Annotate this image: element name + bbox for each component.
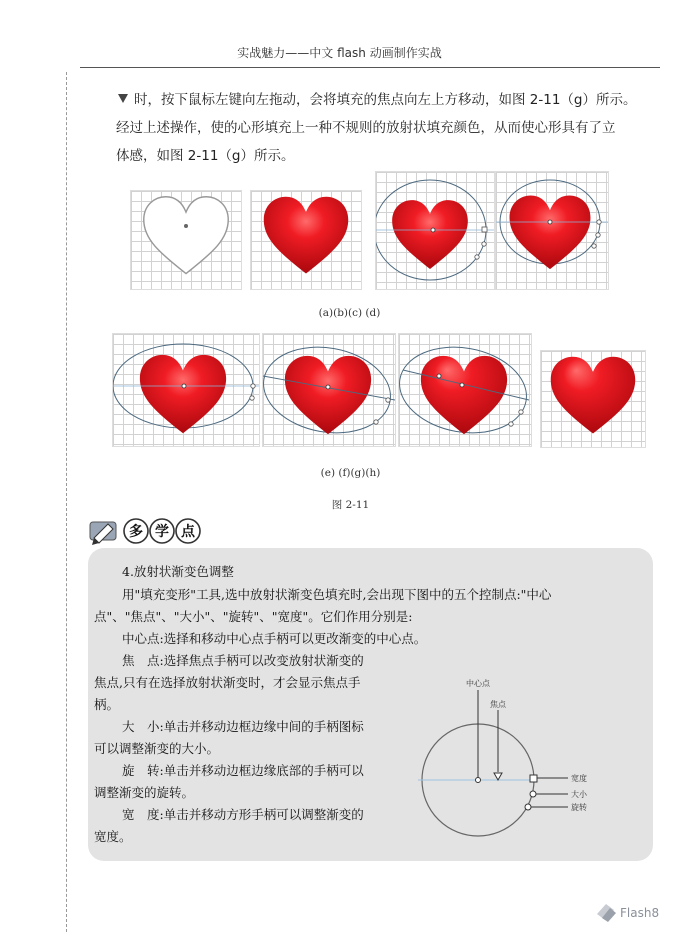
intro-line-1: 时，按下鼠标左键向左拖动，会将填充的焦点向左上方移动，如图 2-11（g）所示。 — [118, 86, 663, 114]
tip-line-12: 宽度。 — [94, 829, 132, 844]
center-point-handle — [476, 778, 481, 783]
intro-line-2: 经过上述操作，使的心形填充上一种不规则的放射状填充颜色，从而使心形具有了立 — [116, 120, 616, 136]
heart-width-figure — [113, 334, 259, 446]
figure-caption-row-2: (e) (f)(g)(h) — [320, 467, 381, 479]
focus-point-handle — [494, 773, 502, 780]
flash8-logo-icon — [597, 904, 616, 922]
intro-line-3: 体感，如图 2-11（g）所示。 — [116, 148, 295, 164]
label-rotate: 旋转 — [571, 803, 587, 812]
tip-heading: 4.放射状渐变色调整 — [122, 564, 234, 579]
badge-char-2: 学 — [155, 524, 169, 540]
triangle-bullet-icon — [118, 94, 128, 103]
tip-line-8: 可以调整渐变的大小。 — [94, 741, 220, 756]
tip-line-6: 柄。 — [94, 697, 120, 712]
size-handle — [530, 791, 536, 797]
flash8-logo — [594, 900, 674, 928]
label-focus: 焦点 — [490, 700, 506, 709]
tip-line-2: 点"、"焦点"、"大小"、"旋转"、"宽度"。它们作用分别是: — [94, 609, 413, 624]
figure-label: 图 2-11 — [331, 499, 370, 511]
tip-line-1: 用"填充变形"工具,选中放射状渐变色填充时,会出现下图中的五个控制点:"中心 — [122, 587, 552, 602]
flash8-logo-text: Flash8 — [620, 906, 660, 920]
pencil-icon — [90, 522, 116, 545]
figure-caption-row-1: (a)(b)(c) (d) — [318, 307, 381, 319]
heart-outline-figure — [131, 191, 241, 289]
tip-line-11: 宽 度:单击并移动方形手柄可以调整渐变的 — [122, 807, 364, 822]
figure-h — [540, 350, 646, 448]
intro-paragraph — [118, 86, 663, 170]
figure-b — [250, 190, 362, 290]
figure-a — [130, 190, 242, 290]
figure-c — [375, 171, 495, 290]
badge-char-3: 点 — [181, 524, 195, 540]
header-rule — [80, 67, 660, 68]
tip-line-4: 焦 点:选择焦点手柄可以改变放射状渐变的 — [122, 653, 364, 668]
tip-line-7: 大 小:单击并移动边框边缘中间的手柄图标 — [122, 719, 364, 734]
tip-line-10: 调整渐变的旋转。 — [94, 785, 195, 800]
label-size: 大小 — [571, 790, 587, 799]
heart-size-figure — [496, 172, 608, 289]
tip-line-3: 中心点:选择和移动中心点手柄可以更改渐变的中心点。 — [122, 631, 427, 646]
tip-line-9: 旋 转:单击并移动边框边缘底部的手柄可以 — [122, 763, 364, 778]
figure-d — [495, 171, 609, 290]
figure-g — [398, 333, 532, 447]
figure-e — [112, 333, 260, 447]
heart-transform-figure — [376, 172, 494, 289]
tip-line-5: 焦点,只有在选择放射状渐变时，才会显示焦点手 — [94, 675, 361, 690]
rotate-handle — [525, 804, 531, 810]
heart-focus-figure — [399, 334, 531, 446]
width-handle — [530, 775, 537, 782]
label-width: 宽度 — [571, 774, 587, 783]
learn-more-badge — [88, 516, 228, 550]
label-center: 中心点 — [466, 679, 490, 688]
control-points-diagram — [418, 676, 608, 846]
badge-char-1: 多 — [129, 524, 143, 540]
heart-result-figure — [541, 351, 645, 447]
page-header-title: 实战魅力——中文 flash 动画制作实战 — [237, 46, 442, 60]
heart-rotate-figure — [263, 334, 395, 446]
figure-f — [262, 333, 396, 447]
heart-gradient-figure — [251, 191, 361, 289]
